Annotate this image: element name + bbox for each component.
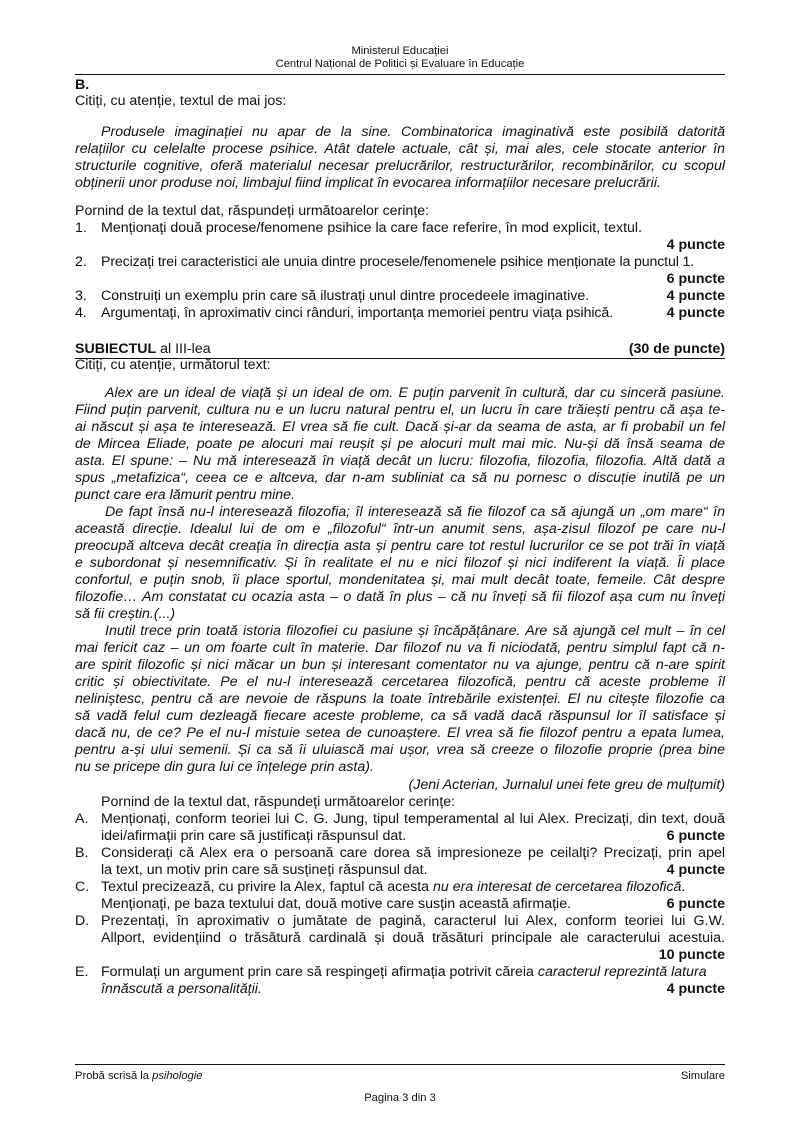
passage-line: spus „metafizica“, ceea ce e altceva, dar n-am subliniat ca să nu pornesc o discuție inutilă pe un: [75, 470, 725, 486]
task-points: 6 puncte: [666, 271, 725, 287]
passage-line: nu se pricepe din gura lui ce înțelege prin asta).: [75, 759, 374, 775]
passage-line: De fapt însă nu-l interesează filozofia; îl interesează să fie filozof ca să ajungă un „om mare“ în: [105, 504, 725, 520]
task-number: A.: [75, 811, 89, 827]
section-b-instruction: Citiți, cu atenție, textul de mai jos:: [75, 93, 287, 109]
passage-source: (Jeni Acterian, Jurnalul unei fete greu de mulțumit): [408, 777, 725, 793]
task-points: 4 puncte: [666, 862, 725, 878]
task-points: 6 puncte: [666, 828, 725, 844]
passage-line: preocupă altceva decât creația în direcția asta și pentru care tot restul lucrurilor ce se pot trăi în viață: [75, 538, 725, 554]
passage-line: mai fericit caz – un om foarte cult în materie. Dar filozof nu va fi niciodată, pentru simplul fapt că n-: [75, 640, 725, 656]
passage-line: Alex are un ideal de viață și un ideal de om. E puțin parvenit în cultură, dar cu sinceră pasiune.: [105, 385, 725, 401]
subject3-instruction: Citiți, cu atenție, următorul text:: [75, 357, 271, 373]
task-number: D.: [75, 913, 90, 929]
task-text: Menționați două procese/fenomene psihice la care face referire, în mod explicit, textul.: [101, 220, 642, 236]
passage-line: dacă nu, de ce? Pe el nu-l mistuie setea de cunoaștere. El vrea să fie filozof pentru a epata lumea,: [75, 725, 725, 741]
task-number: 3.: [75, 288, 87, 304]
header-divider: [75, 74, 725, 75]
passage-line: are spirit filozofic și nici măcar un bun și interesant comentator nu va ajunge, pentru că n-are spirit: [75, 657, 725, 673]
passage-line: punct care era lămurit pentru mine.: [75, 487, 296, 503]
task-text: Formulați un argument prin care să respingeți afirmația potrivit căreia caracterul reprezintă latura: [101, 964, 707, 980]
passage-line: să fii creștin.(...): [75, 606, 176, 622]
header-center: Centrul Național de Politici și Evaluare în Educație: [275, 58, 525, 70]
task-text: Menționați, pe baza textului dat, două motive care susțin această afirmație.: [101, 896, 572, 912]
page-number: Pagina 3 din 3: [364, 1092, 436, 1104]
passage-line: e subordonat și nesemnificativ. Și în realitate el nu e nici filozof și nici indiferent la viață. Îi place: [75, 555, 725, 571]
task-points: 4 puncte: [666, 288, 725, 304]
passage-line: de Mircea Eliade, poate pe alocuri mai reușit și pe alocuri mult mai mic. Nu-și dă însă seama de: [75, 436, 725, 452]
passage-line: Produsele imaginației nu apar de la sine. Combinatorica imaginativă este posibilă datorită: [101, 124, 725, 140]
task-text: Precizați trei caracteristici ale unuia dintre procesele/fenomenele psihice menționate la punctul 1.: [101, 254, 695, 270]
passage-line: critic și obiectivitate. Pe el nu-l interesează cercetarea filozofică, pentru că aceste probleme îl: [75, 674, 725, 690]
task-points: 10 puncte: [658, 947, 725, 963]
passage-line: pentru a-și ului semenii. Și ca să îi uluiască mai ușor, vrea să creeze o filozofie proprie (prea bine: [75, 742, 725, 758]
subject3-prompt: Pornind de la textul dat, răspundeți următoarelor cerințe:: [101, 794, 456, 810]
task-number: B.: [75, 845, 89, 861]
task-text: Considerați că Alex era o persoană care dorea să impresioneze pe ceilalți? Precizați, prin apel: [101, 845, 725, 861]
task-text: la text, un motiv prin care să susțineți răspunsul dat.: [101, 862, 428, 878]
passage-line: obținerii unor produse noi, limbajul fiind implicat în evocarea informațiilor necesare prelucrării.: [75, 175, 661, 191]
passage-line: neliniștesc, pentru că are nevoie de răspuns la toate întrebările existenței. El nu citește filozofie ca: [75, 691, 725, 707]
task-number: 2.: [75, 254, 87, 270]
task-text: Argumentați, în aproximativ cinci rânduri, importanța memoriei pentru viața psihică.: [101, 305, 614, 321]
passage-line: Fiind puțin parvenit, cultura nu e un lucru natural pentru el, un lucru în care trăiești pentru că așa te-: [75, 402, 725, 418]
task-text: Menționați, conform teoriei lui C. G. Jung, tipul temperamental al lui Alex. Precizați, din text, două: [101, 811, 725, 827]
section-b-prompt: Pornind de la textul dat, răspundeți următoarelor cerințe:: [75, 203, 430, 219]
task-text: Textul precizează, cu privire la Alex, faptul că acesta nu era interesat de cercetarea filozofică.: [101, 879, 686, 895]
task-text: Construiți un exemplu prin care să ilustrați unul dintre procedeele imaginative.: [101, 288, 590, 304]
passage-line: ai născut și așa te interesează. El vrea să fie cult. Dacă și-ar da seama de asta, ar fi probabil un fel: [75, 419, 725, 435]
passage-line: relațiilor cu celelalte procese psihice. Atât datele actuale, cât și, mai ales, cele stocate anterior în: [75, 141, 725, 157]
task-text: înnăscută a personalității.: [101, 981, 262, 997]
passage-line: confortul, e puțin snob, îi place sportul, mondenitatea și, mai mult decât toate, femeile. Cât despre: [75, 572, 725, 588]
subject3-title: SUBIECTUL al III-lea (30 de puncte): [75, 341, 725, 357]
task-points: 4 puncte: [666, 237, 725, 253]
task-points: 4 puncte: [666, 981, 725, 997]
task-number: C.: [75, 879, 90, 895]
subject3-points: (30 de puncte): [628, 341, 725, 357]
task-number: 4.: [75, 305, 87, 321]
footer-divider: [75, 1064, 725, 1065]
passage-line: Inutil trece prin toată istoria filozofiei cu pasiune și încăpățânare. Are să ajungă cel mult – în cel: [105, 623, 725, 639]
passage-line: să vadă felul cum dezleagă fiecare aceste probleme, ca să vadă dacă răspunsul lor îl satisface și: [75, 708, 725, 724]
passage-line: această direcție. Idealul lui de om e „filozoful“ într-un anumit sens, așa-zisul filozof pe care nu-l: [75, 521, 725, 537]
task-points: 6 puncte: [666, 896, 725, 912]
task-number: E.: [75, 964, 89, 980]
task-text: Prezentați, în aproximativ o jumătate de pagină, caracterul lui Alex, conform teoriei lui G.W.: [101, 913, 725, 929]
task-number: 1.: [75, 220, 87, 236]
passage-line: structurile cognitive, oferă materialul necesar prelucrărilor, restructurărilor, recombinărilor, cu scopul: [75, 158, 725, 174]
header-ministry: Ministerul Educației: [351, 45, 449, 57]
task-text: Allport, evidențiind o trăsătură cardinală și două trăsături principale ale caracterului acestuia.: [101, 930, 725, 946]
footer-exam: Probă scrisă la psihologie: [75, 1070, 203, 1082]
footer-simulation: Simulare: [680, 1070, 725, 1082]
passage-line: asta. El spune: – Nu mă interesează în viață decât un lucru: filozofia, filozofia, filozofia. Altă dată a: [75, 453, 725, 469]
task-points: 4 puncte: [666, 305, 725, 321]
passage-line: filozofie… Am constatat cu ocazia asta – o dată în plus – că nu înveți să fii filozof așa cum nu înveți: [75, 589, 725, 605]
task-text: idei/afirmații prin care să justificați răspunsul dat.: [101, 828, 407, 844]
section-b-label: B.: [75, 77, 90, 93]
